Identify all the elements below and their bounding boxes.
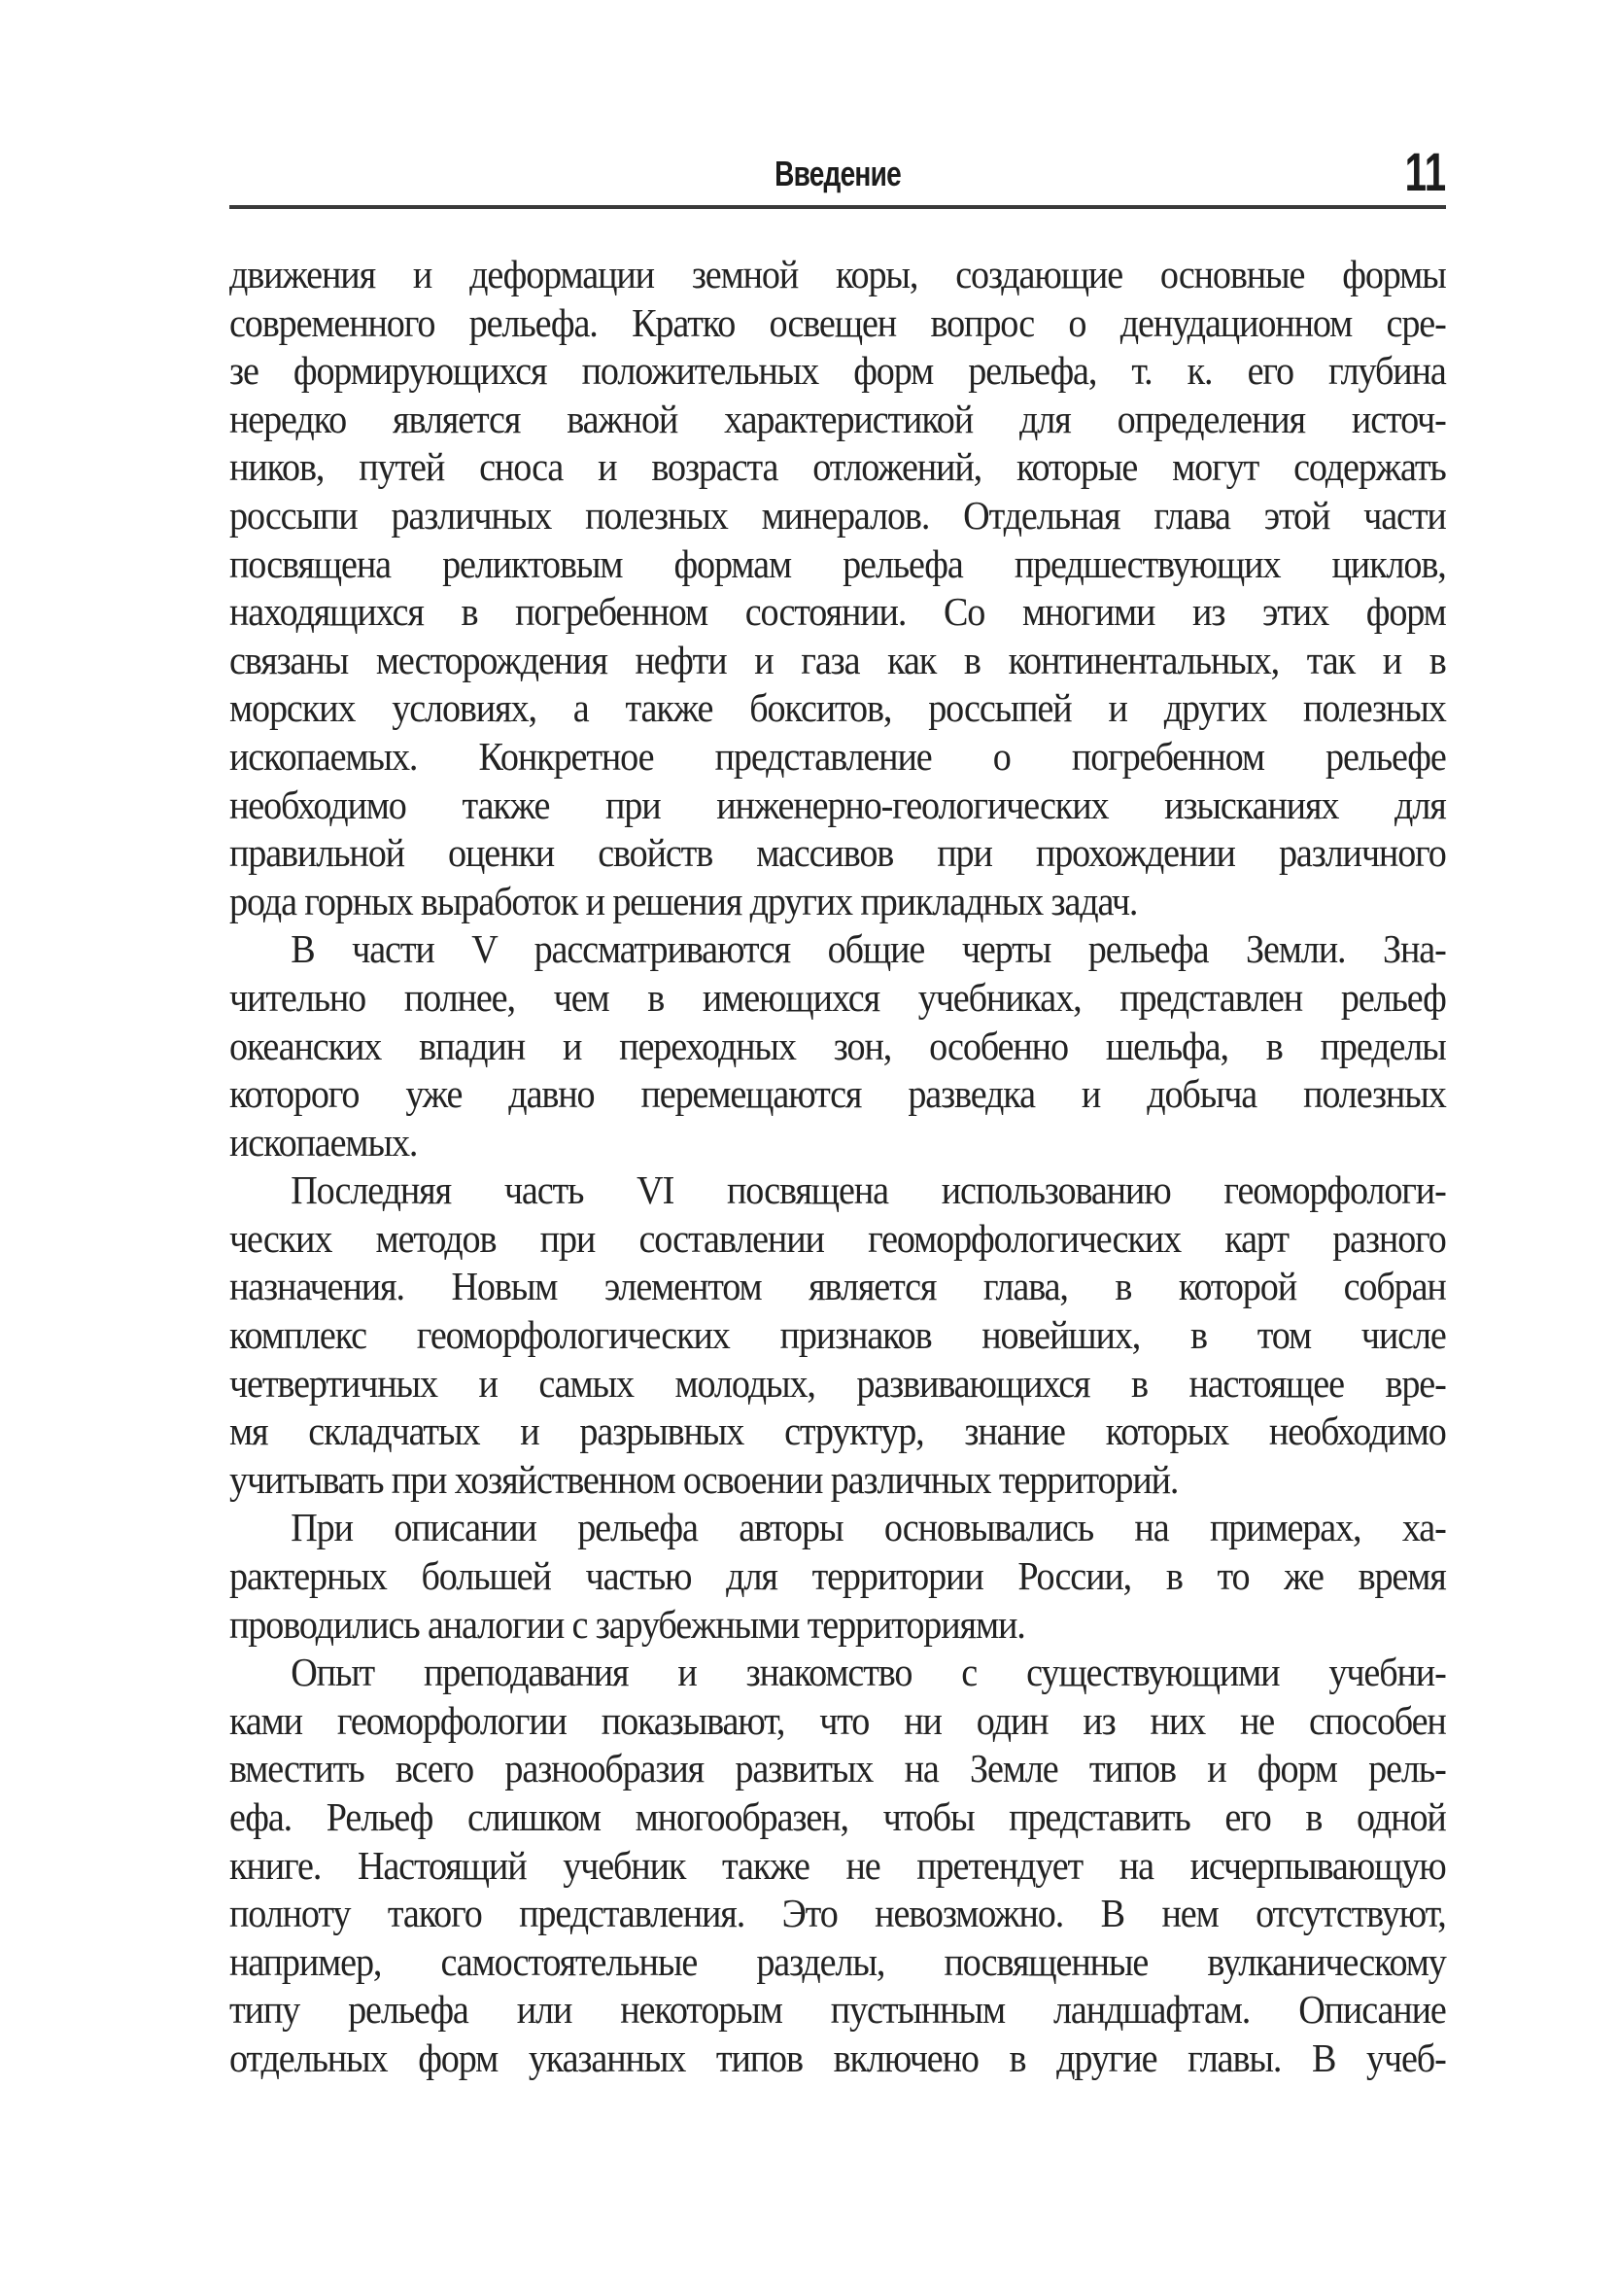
text-line: связаны месторождения нефти и газа как в континентальных, так и в <box>229 637 1446 682</box>
text-line: нередко является важной характеристикой для определения источ- <box>229 396 1446 441</box>
section-title: Введение <box>775 154 901 193</box>
text-line: посвящена реликтовым формам рельефа предшествующих циклов, <box>229 540 1446 586</box>
text-line: учитывать при хозяйственном освоении различных территорий. <box>229 1456 1179 1502</box>
text-line: например, самостоятельные разделы, посвященные вулканическому <box>229 1938 1446 1984</box>
text-line: проводились аналогии с зарубежными территориями. <box>229 1601 1025 1647</box>
text-line: рактерных большей частью для территории России, в то же время <box>229 1553 1446 1599</box>
text-line: ефа. Рельеф слишком многообразен, чтобы представить его в одной <box>229 1794 1446 1839</box>
paragraph <box>229 1166 1446 1504</box>
text-line: которого уже давно перемещаются разведка и добыча полезных <box>229 1071 1446 1117</box>
text-line: зе формирующихся положительных форм рельефа, т. к. его глубина <box>229 348 1446 394</box>
text-line: вместить всего разнообразия развитых на Земле типов и форм рель- <box>229 1746 1446 1792</box>
paragraph <box>229 1504 1446 1649</box>
text-line: отдельных форм указанных типов включено в другие главы. В учеб- <box>229 2035 1446 2080</box>
text-line: При описании рельефа авторы основывались на примерах, ха- <box>291 1505 1446 1550</box>
text-line: океанских впадин и переходных зон, особенно шельфа, в пределы <box>229 1023 1446 1068</box>
text-line: ками геоморфологии показывают, что ни один из них не способен <box>229 1697 1446 1743</box>
text-line: правильной оценки свойств массивов при прохождении различного <box>229 830 1446 876</box>
text-line: чительно полнее, чем в имеющихся учебниках, представлен рельеф <box>229 974 1446 1020</box>
text-line: необходимо также при инженерно-геологических изысканиях для <box>229 782 1446 827</box>
text-line: морских условиях, а также бокситов, россыпей и других полезных <box>229 685 1446 731</box>
text-line: комплекс геоморфологических признаков новейших, в том числе <box>229 1312 1446 1358</box>
text-line: типу рельефа или некоторым пустынным ландшафтам. Описание <box>229 1987 1446 2033</box>
text-line: рода горных выработок и решения других прикладных задач. <box>229 878 1138 923</box>
text-line: мя складчатых и разрывных структур, знание которых необходимо <box>229 1409 1446 1454</box>
text-line: движения и деформации земной коры, создающие основные формы <box>229 252 1446 296</box>
text-line: находящихся в погребенном состоянии. Со многими из этих форм <box>229 589 1446 635</box>
header-rule <box>229 205 1446 209</box>
text-line: ческих методов при составлении геоморфологических карт разного <box>229 1215 1446 1261</box>
text-line: современного рельефа. Кратко освещен вопрос о денудационном сре- <box>229 299 1446 345</box>
text-line: четвертичных и самых молодых, развивающихся в настоящее вре- <box>229 1360 1446 1406</box>
text-line: ников, путей сноса и возраста отложений, которые могут содержать <box>229 444 1446 490</box>
text-line: книге. Настоящий учебник также не претендует на исчерпывающую <box>229 1842 1446 1888</box>
text-line: ископаемых. <box>229 1119 418 1165</box>
text-line: россыпи различных полезных минералов. Отдельная глава этой части <box>229 492 1446 538</box>
text-line: В части V рассматриваются общие черты рельефа Земли. Зна- <box>291 926 1446 972</box>
paragraph <box>229 925 1446 1166</box>
text-line: ископаемых. Конкретное представление о погребенном рельефе <box>229 733 1446 779</box>
text-line: полноту такого представления. Это невозможно. В нем отсутствуют, <box>229 1891 1446 1936</box>
text-line: назначения. Новым элементом является глава, в которой собран <box>229 1264 1446 1309</box>
paragraph <box>229 1649 1446 2082</box>
running-head <box>229 141 1446 202</box>
page-number: 11 <box>1404 141 1446 202</box>
body-text <box>229 251 1446 2083</box>
text-line: Последняя часть VI посвящена использованию геоморфологи- <box>291 1167 1446 1213</box>
text-line: Опыт преподавания и знакомство с существующими учебни- <box>291 1650 1446 1695</box>
paragraph <box>229 251 1446 925</box>
